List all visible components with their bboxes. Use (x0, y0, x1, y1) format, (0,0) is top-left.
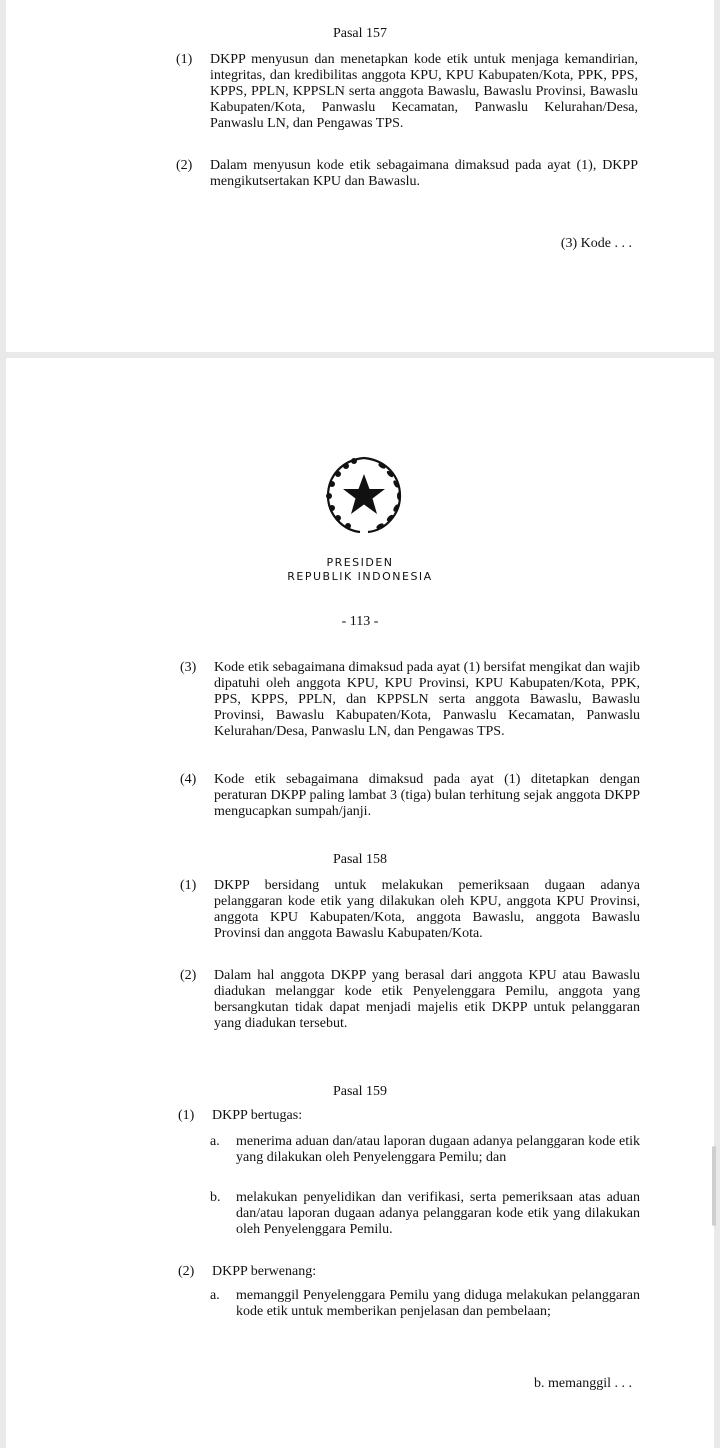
pasal-159-ayat-2-item-a (210, 1288, 640, 1320)
catchword: (3) Kode . . . (560, 236, 632, 251)
ayat-text: DKPP berwenang: (212, 1264, 317, 1279)
catchword: b. memanggil . . . (534, 1376, 632, 1391)
pasal-159-title: Pasal 159 (332, 1084, 388, 1099)
ayat-text: DKPP menyusun dan menetapkan kode etik untuk menjaga kemandirian, integritas, dan kredibilitas anggota KPU, KPU Kabupaten/Kota, PPK, PPS, KPPS, PPLN, KPPSLN serta anggota Bawaslu, Bawaslu Provinsi, Bawaslu Kabupaten/Kota, Panwaslu Kecamatan, Panwaslu Kelurahan/Desa, Panwaslu LN, dan Pengawas TPS. (210, 52, 638, 131)
pasal-158-ayat-1 (180, 878, 640, 942)
ayat-text: DKPP bertugas: (212, 1108, 303, 1123)
pasal-158-ayat-2 (180, 968, 640, 1032)
header-presiden: PRESIDEN (326, 556, 394, 569)
ayat-number: (1) (178, 1108, 195, 1123)
pasal-157-ayat-2 (176, 158, 638, 190)
pasal-157-title: Pasal 157 (332, 26, 388, 41)
garuda-star-emblem-icon (320, 450, 408, 538)
ayat-number: (2) (176, 158, 193, 173)
ayat-number: (3) (180, 660, 197, 675)
ayat-number: (2) (178, 1264, 195, 1279)
scrollbar[interactable] (712, 1146, 716, 1226)
item-text: melakukan penyelidikan dan verifikasi, serta pemeriksaan atas aduan dan/atau laporan dugaan adanya pelanggaran kode etik yang dilakukan oleh Penyelenggara Pemilu. (236, 1190, 640, 1237)
pasal-159-ayat-2 (178, 1264, 640, 1280)
item-letter: b. (210, 1190, 221, 1205)
ayat-text: DKPP bersidang untuk melakukan pemeriksaan dugaan adanya pelanggaran kode etik yang dilakukan oleh KPU, anggota KPU Provinsi, anggota KPU Kabupaten/Kota, anggota Bawaslu, anggota Bawaslu Provinsi dan anggota Bawaslu Kabupaten/Kota. (214, 878, 640, 941)
ayat-number: (4) (180, 772, 197, 787)
item-letter: a. (210, 1134, 220, 1149)
page-number: - 113 - (341, 614, 379, 629)
ayat-number: (1) (180, 878, 197, 893)
item-text: menerima aduan dan/atau laporan dugaan adanya pelanggaran kode etik yang dilakukan oleh Penyelenggara Pemilu; dan (236, 1134, 640, 1165)
ayat-text: Kode etik sebagaimana dimaksud pada ayat (1) bersifat mengikat dan wajib dipatuhi oleh anggota KPU, KPU Provinsi, KPU Kabupaten/Kota, PPK, PPS, KPPS, PPLN, dan KPPSLN serta anggota Bawaslu, Bawaslu Provinsi, Bawaslu Kabupaten/Kota, Panwaslu Kecamatan, Panwaslu Kelurahan/Desa, Panwaslu LN, dan Pengawas TPS. (214, 660, 640, 739)
pasal-159-ayat-1-item-a (210, 1134, 640, 1166)
pasal-157-ayat-1 (176, 52, 638, 132)
pasal-157-ayat-4 (180, 772, 640, 820)
pasal-159-ayat-1 (178, 1108, 640, 1124)
item-letter: a. (210, 1288, 220, 1303)
ayat-text: Kode etik sebagaimana dimaksud pada ayat (1) ditetapkan dengan peraturan DKPP paling lambat 3 (tiga) bulan terhitung sejak anggota DKPP mengucapkan sumpah/janji. (214, 772, 640, 819)
item-text: memanggil Penyelenggara Pemilu yang diduga melakukan pelanggaran kode etik untuk memberikan penjelasan dan pembelaan; (236, 1288, 640, 1319)
ayat-number: (2) (180, 968, 197, 983)
document-page-112 (6, 0, 714, 352)
ayat-text: Dalam hal anggota DKPP yang berasal dari anggota KPU atau Bawaslu diadukan melanggar kode etik Penyelenggara Pemilu, anggota yang bersangkutan tidak dapat menjadi majelis etik DKPP untuk pelanggaran yang diadukan tersebut. (214, 968, 640, 1031)
header-republik-indonesia: REPUBLIK INDONESIA (287, 570, 433, 583)
pasal-159-ayat-1-item-b (210, 1190, 640, 1238)
ayat-text: Dalam menyusun kode etik sebagaimana dimaksud pada ayat (1), DKPP mengikutsertakan KPU dan Bawaslu. (210, 158, 638, 189)
pasal-157-ayat-3 (180, 660, 640, 740)
document-page-113 (6, 358, 714, 1448)
ayat-number: (1) (176, 52, 193, 67)
pasal-158-title: Pasal 158 (332, 852, 388, 867)
